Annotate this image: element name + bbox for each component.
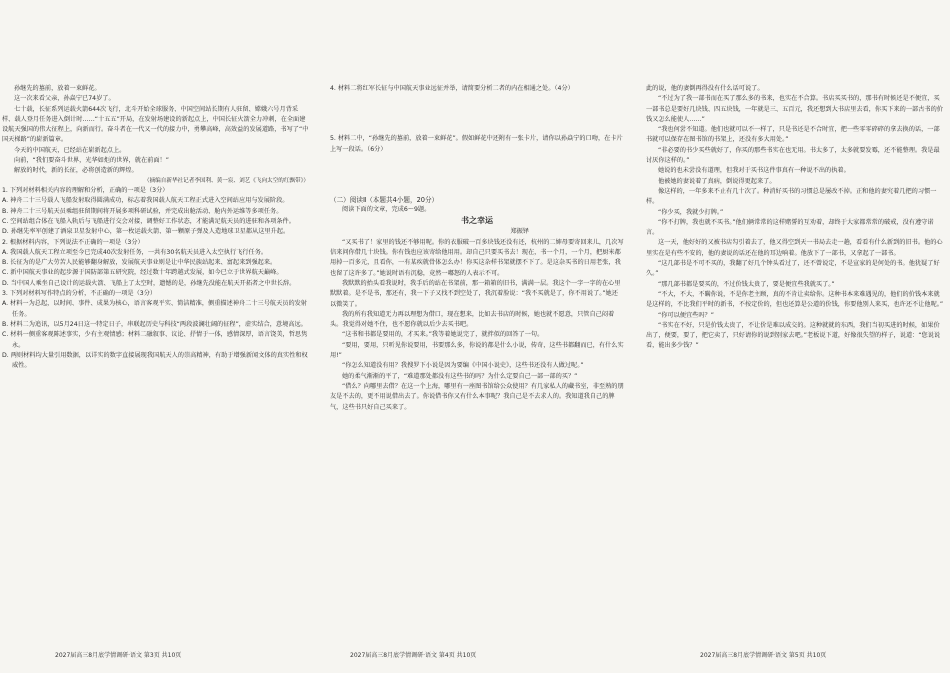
col3-paragraph: “你少买，我就少打牌。”: [658, 208, 724, 216]
col3-paragraph: 像这样的，一年多来不止有几十次了。种消好买书的习惯总是屡改不掉。正和他的妻究着几把的习惯一样。: [646, 187, 937, 206]
col2-paragraph: “你怎么知道没有用？我搜罗下小说是因为要编《中国小说史》，这些书还没有人做过呢。”: [342, 362, 584, 370]
col1-paragraph: A. 我国载人航天工程立项至今已完成40次发射任务，一共有30名航天员进入太空执行飞行任务。: [2, 248, 268, 256]
page-4-column: [330, 84, 624, 640]
col2-paragraph: 阅读下面的文章，完成6～9题。: [342, 206, 431, 214]
col3-paragraph: 他被她的妻说着了真病，倒说得更起来了。: [658, 177, 776, 185]
col3-paragraph: “你可以便宜些吗？”: [658, 311, 714, 319]
col1-paragraph: B. 神舟二十三号航天员乘组驻留期间将开展多项科研试验，并完成出舱活动、舱内外运维等多项任务。: [2, 207, 283, 215]
col2-paragraph: 我的所有我知道无力再以理想为借口，现在想来，比如去书店的时候，她也就不愿意，只管自己闷着头。我觉得对她不住，也不愿你就以后少去买书吧。: [330, 310, 615, 329]
col3-paragraph: “不大，不大，不瞒你说，不是你老主顾，真的不肯让卖给你。这种书本来难遇见的，他们的价钱本来就是这样的，不比我们平时的新书，不按定价的，但也还算是公道的价钱，你要他别人来买，也许还不让他呢。”: [646, 290, 944, 309]
footer-page-4: 2027届高三8月底学情调研·语文 第4页 共10页: [350, 652, 477, 659]
col2-paragraph: 郑振铎: [510, 228, 529, 236]
col3-paragraph: “我也何尝不知道。他们也就可以不一样了，只是书还是不合时宜，把一些零零碎碎的拿去换的话，一部书就可以保存在图书馆的书架上，还没有多大用处。”: [646, 126, 940, 144]
col3-paragraph: “你不打牌，我也就不买书。”他们俩常常的这样赌誓的互劝着，却终于大家都常常的破戒，没有遵守诺言。: [646, 218, 934, 237]
col2-paragraph: “要用，要用，只听见你说要用，书要那么多，你说的都是什么小说，传奇，这些书都翻而已，有什么实用!”: [330, 341, 624, 360]
col2-paragraph: （二）阅读Ⅱ（本题共4小题，20分）: [330, 195, 439, 204]
col1-paragraph: D. 两则材料均大量引用数据，以详实的数字直接展现我国航天人的崇高精神，有助于增强新闻文体的真实性和权威性。: [2, 351, 308, 370]
col1-paragraph: A. 神舟二十三号载人飞船发射取得圆满成功，标志着我国载人航天工程正式进入空间站应用与发展阶段。: [2, 197, 289, 205]
col1-paragraph: 七十载，长征系列运载火箭644次飞行，北斗开始全球服务、中国空间站长期有人驻留、嫦娥六号月背采样、载人登月任务进入倒计时……“十五五”开局，在发射场建设的新起点上，中国长征火箭全力冲刺，在全面建设航天强国的伟大征程上，向新而行。奋斗者在一代又一代的接力中，勇攀高峰，高效益的发展道路，书写了“中国天梯路”的崭新篇章。: [2, 105, 309, 144]
col1-paragraph: 1. 下列对材料相关内容的理解和分析，正确的一项是（3分）: [2, 187, 169, 195]
col1-paragraph: 这一次来看父亲，孙焱宁已74岁了。: [14, 95, 115, 103]
col1-paragraph: 2. 根据材料内容，下列说法不正确的一项是（3分）: [2, 238, 144, 246]
col2-paragraph: 5. 材料二中，“孙继先的墓前，放着一束鲜花”。假如鲜花中还附有一张卡片，请你以孙焱宁的口吻，在卡片上写一段话。（6分）: [330, 135, 623, 153]
col1-paragraph: 向前，“我们要奋斗世界，光华如炬的世界，就在前面！”: [14, 157, 169, 165]
page-5-column: [646, 84, 944, 640]
col1-paragraph: C. 空间站组合体在飞船入轨后与飞船进行交会对接，调整好工作状态，才能满足航天员的进驻和各项条件。: [2, 217, 295, 225]
col1-paragraph: C. 材料一侧重客观陈述事实，少有主观情感；材料二融叙事、议论、抒情于一体，感情深厚，语言饶美，哲思隽永。: [2, 331, 308, 349]
col3-paragraph: “这几部书是不可不买的，我翻了好几个钟头看过了，还不曾说定，不是宣家的是何处的书。他犹疑了好久。”: [646, 260, 940, 278]
footer-page-5: 2027届高三8月底学情调研·语文 第5页 共10页: [700, 652, 827, 659]
col2-paragraph: “这书和书都是要用的，才买来。”我等着她说完了，就拌似的回答了一句。: [342, 331, 544, 339]
col2-paragraph: [330, 155, 624, 195]
page-3-column: [2, 84, 309, 640]
col2-paragraph: “借么？向哪里去借？在这一个上海，哪里有一座图书馆给公众使用？有几家私人的藏书室，非至熟的朋友是不去的，更不用说借出去了。你说借书你又有什么本事呢？我自己是不去求人的。我知道我自己的脾气，这些书只好自己买来了。: [330, 382, 624, 411]
col3-paragraph: “那几部书都是要买的，不过价钱太贵了，要是便宜些我就买了。”: [658, 280, 835, 288]
col1-paragraph: 3. 下列对材料写作特点的分析，不正确的一项是（3分）: [2, 290, 157, 298]
col1-paragraph: A. 材料一为总起，以时间、事件、成果为核心，语言客观平实、简洁精准，侧重描述神舟二十三号航天员的发射任务。: [2, 300, 308, 318]
col3-paragraph: 她说的也未尝没有道理，但我对于买书这件事真有一种说不出的执着。: [658, 167, 850, 175]
col1-paragraph: 今天的中国航天，已经站在崭新起点上。: [14, 146, 126, 154]
col1-paragraph: B. 材料二为追讯，以5月24日这一特定日子，串联起历史与科技“两段波澜壮阔的征程”，虚实结合，意境高远。: [2, 320, 307, 328]
col3-paragraph: 此的说，他的妻倒再得没有什么话可说了。: [646, 85, 764, 92]
col2-paragraph: 她的柔气渐渐的平了，“难道那处都没有这些书的吗？为什么定要自己一部一部的买？”: [342, 372, 578, 380]
col3-paragraph: “书实在不好，只是价钱太贵了，不让价是难以成交的。这种就就的东西，我们当初买进的时候，如果价出了，便要，要了，把它卖了，只好请你的说到别家去吧。”老板说下道，好像很失望的样子，说道：“您说说看，能出多少钱？”: [646, 321, 941, 350]
col1-paragraph: B. 长征为的是广大劳苦人民能够翻身解放，发展航天事业则是让中华民族站起来、富起来到强起来。: [2, 259, 277, 267]
footer-page-3: 2027届高三8月底学情调研·语文 第3页 共10页: [55, 652, 182, 659]
col3-paragraph: 这一天，他好好的又被书店勾引着去了，他又得空到天一书局去走一趟，看看有什么新到的旧书。他的心里实在是有些不安的，他的妻说的话还在他的耳边响着。他放下了一部书，又拿起了一部书。: [646, 239, 943, 257]
col1-paragraph: C. 新中国航天事业的起步源于国防部第五研究院，经过数十年跨越式发展，如今已立于世界航天巅峰。: [2, 269, 283, 277]
col2-paragraph: 我默默的抬头看我说时，我手后的站在书架前，那一箱箱的旧书，满满一层。我这个一字一字的在心里默默着。是不是书，那还有，我一下子又找不到空处了，我沉着脸说：“我不买就是了，你不用说了。”她还以微笑了。: [330, 279, 621, 308]
col3-paragraph: “非必要的书少买些就好了，你买的那些书实在也无用。书太多了，太多就要发霉，还不能整理。我是最讨厌你这样的。”: [646, 146, 940, 165]
col1-paragraph: 解放的时代，新的长征，必将创造新的辉煌。: [14, 167, 138, 175]
col1-paragraph: （摘编自新华社记者李国利、黄一宸、刘艺《飞向太空的红飘带》）: [143, 177, 309, 184]
col1-paragraph: D. 当中国人乘坐自己设计的运载火箭、飞船上了太空时，遗憾的是，孙继先没能在航天开拓者之中世长辞。: [2, 279, 296, 287]
col1-paragraph: D. 孙继先率军创建了酒泉卫星发射中心，第一枚运载火箭、第一颗原子弹及人造地球卫星都从这里升起。: [2, 228, 290, 236]
col2-paragraph: “又买书了！家里的钱还不够用呢。你的衣服破一百多块钱还没有还，杭州的二婶母要寄回来儿，几次写信来问你借几十块钱。你有钱也应该寄给他用用。却自己只要买书去！现在，书一个月，一个月，把厨米都用掉一百多元，且看你，一有某疾就骨体怎么办！你买这杂样书架就摆不下了。是这杂买书的日用老张，我也留了这许多了。”她说时语有沉稳，竟然一嘟怒的人表示不可。: [330, 238, 624, 277]
col1-paragraph: 孙继先的墓前，放着一束鲜花。: [14, 85, 101, 92]
col3-paragraph: “不过为了我一部书而在买了那么多的书来，也实在不合算。书店买买书的，那书有时候还是不便宜，买一部书总是要好几块钱、四五块钱，一年就是三、五百元，我还想到大书店里去看，你买下来的一部古书的价钱又怎么能使人……”: [646, 95, 943, 123]
col2-paragraph: 4. 材料二将红军长征与中国航天事业远征并举，请简要分析二者的内在相通之处。（4分）: [330, 85, 574, 92]
col2-paragraph: [330, 94, 624, 134]
col2-paragraph: 书之幸运: [461, 216, 493, 226]
